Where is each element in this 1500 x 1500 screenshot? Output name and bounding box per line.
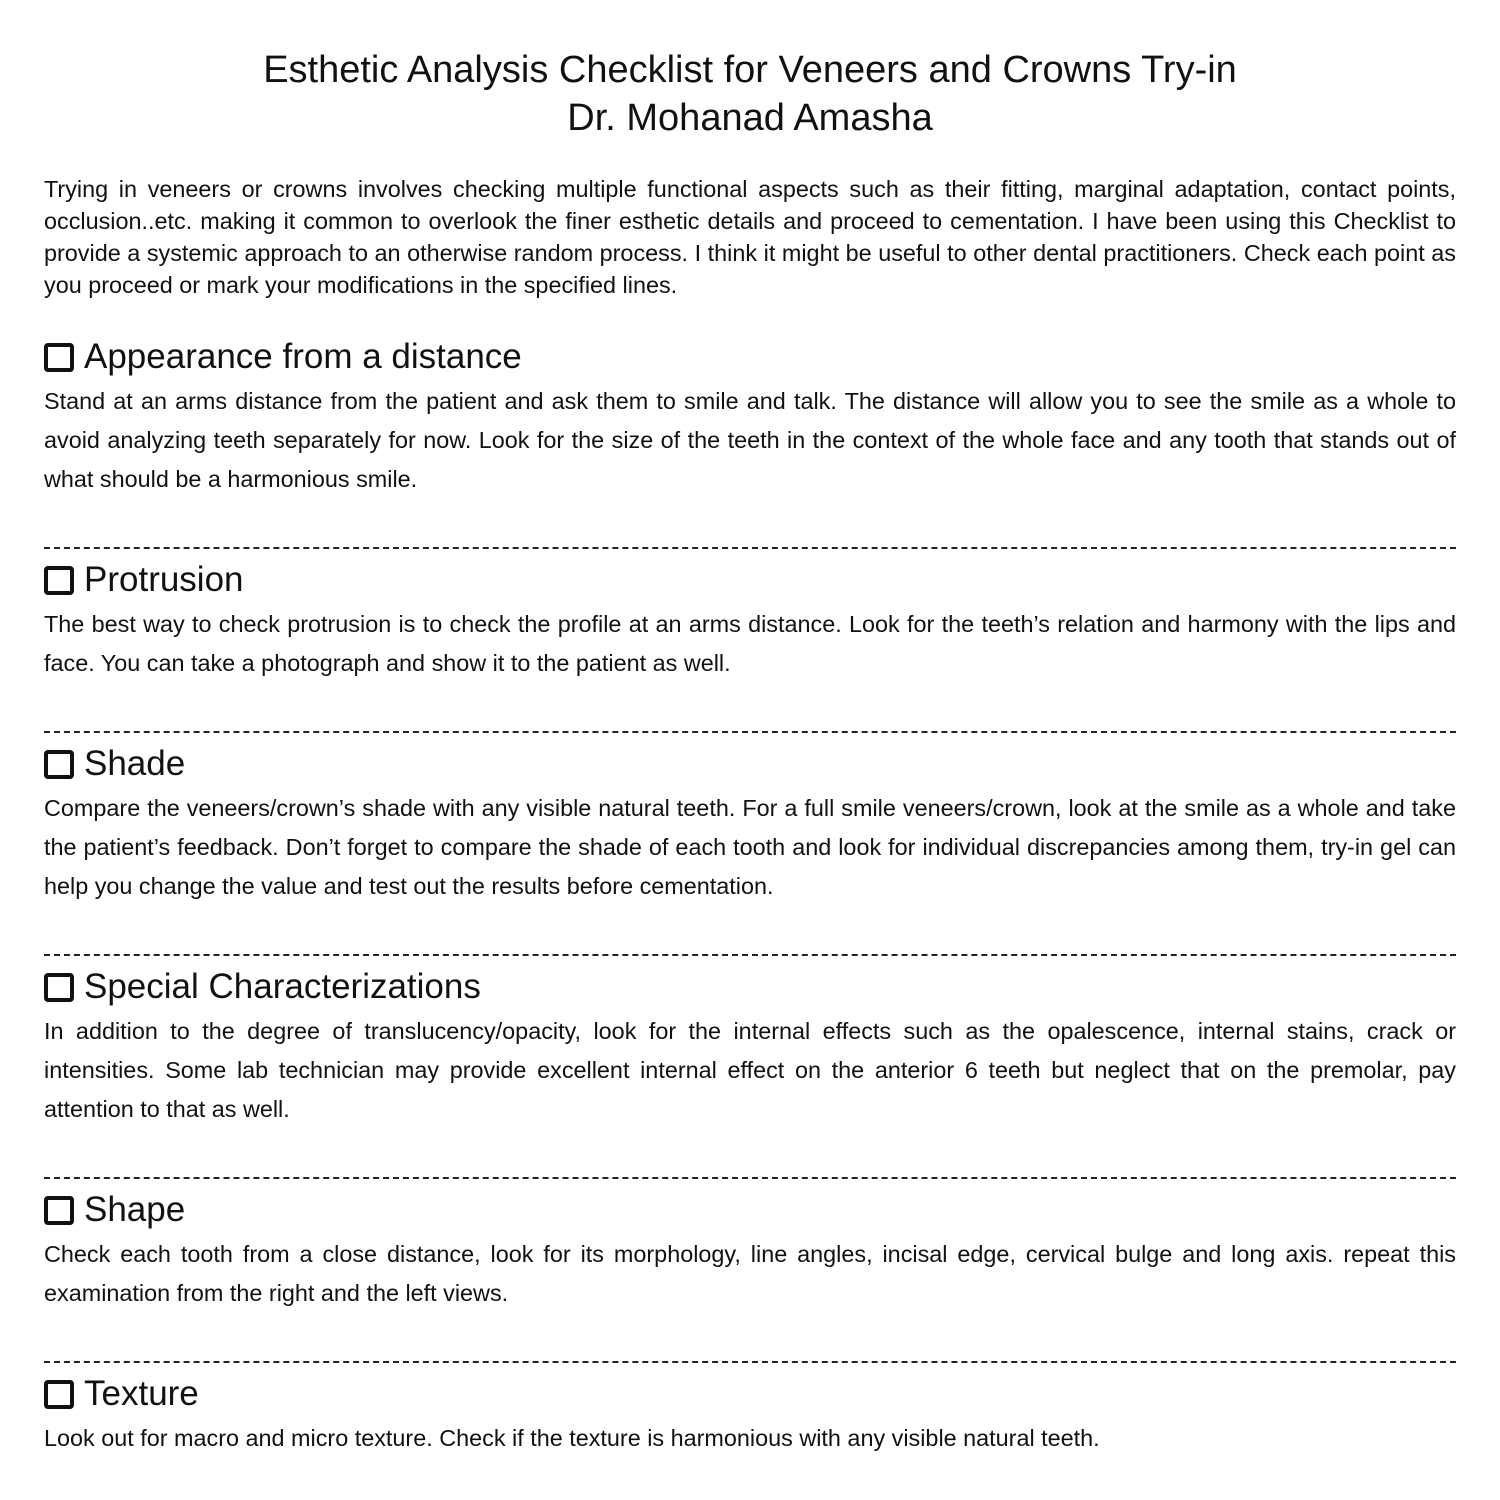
section-heading: Shade (84, 744, 186, 783)
section-heading: Appearance from a distance (84, 337, 522, 376)
section-heading: Protrusion (84, 560, 244, 599)
section-heading: Shape (84, 1190, 186, 1229)
notes-line[interactable] (44, 1361, 1456, 1363)
checkbox[interactable] (44, 1196, 74, 1225)
section-body: Check each tooth from a close distance, look for its morphology, line angles, incisal edge, cervical bulge and long axis. repeat this examination from the right and the left views. (44, 1241, 1456, 1306)
section-heading: Special Characterizations (84, 967, 481, 1006)
section-heading: Texture (84, 1374, 199, 1413)
notes-line[interactable] (44, 731, 1456, 733)
section-protrusion (44, 558, 1456, 683)
section-shade (44, 742, 1456, 906)
section-shape (44, 1188, 1456, 1313)
notes-line[interactable] (44, 954, 1456, 956)
checkbox[interactable] (44, 750, 74, 779)
section-special-characterizations (44, 965, 1456, 1129)
section-appearance (44, 335, 1456, 499)
document-author: Dr. Mohanad Amasha (567, 97, 933, 139)
document-title: Esthetic Analysis Checklist for Veneers and Crowns Try-in (263, 49, 1237, 91)
notes-line[interactable] (44, 1177, 1456, 1179)
section-body: Stand at an arms distance from the patient and ask them to smile and talk. The distance will allow you to see the smile as a whole to avoid analyzing teeth separately for now. Look for the size of the teeth in the context of the whole face and any tooth that stands out of what should be a harmonious smile. (44, 388, 1456, 492)
section-texture (44, 1372, 1456, 1458)
checkbox[interactable] (44, 1380, 74, 1409)
section-body: Compare the veneers/crown’s shade with any visible natural teeth. For a full smile veneers/crown, look at the smile as a whole and take the patient’s feedback. Don’t forget to compare the shade of each tooth and look for individual discrepancies among them, try-in gel can help you change the value and test out the results before cementation. (44, 795, 1456, 899)
checkbox[interactable] (44, 566, 74, 595)
section-body: In addition to the degree of translucency/opacity, look for the internal effects such as the opalescence, internal stains, crack or intensities. Some lab technician may provide excellent internal effect on the anterior 6 teeth but neglect that on the premolar, pay attention to that as well. (44, 1018, 1456, 1122)
checkbox[interactable] (44, 973, 74, 1002)
notes-line[interactable] (44, 547, 1456, 549)
section-body: The best way to check protrusion is to check the profile at an arms distance. Look for the teeth’s relation and harmony with the lips and face. You can take a photograph and show it to the patient as well. (44, 611, 1456, 676)
section-body: Look out for macro and micro texture. Check if the texture is harmonious with any visible natural teeth. (44, 1425, 1100, 1451)
intro-paragraph: Trying in veneers or crowns involves checking multiple functional aspects such as their fitting, marginal adaptation, contact points, occlusion..etc. making it common to overlook the finer esthetic details and proceed to cementation. I have been using this Checklist to provide a systemic approach to an otherwise random process. I think it might be useful to other dental practitioners. Check each point as you proceed or mark your modifications in the specified lines. (44, 176, 1456, 298)
checkbox[interactable] (44, 343, 74, 372)
